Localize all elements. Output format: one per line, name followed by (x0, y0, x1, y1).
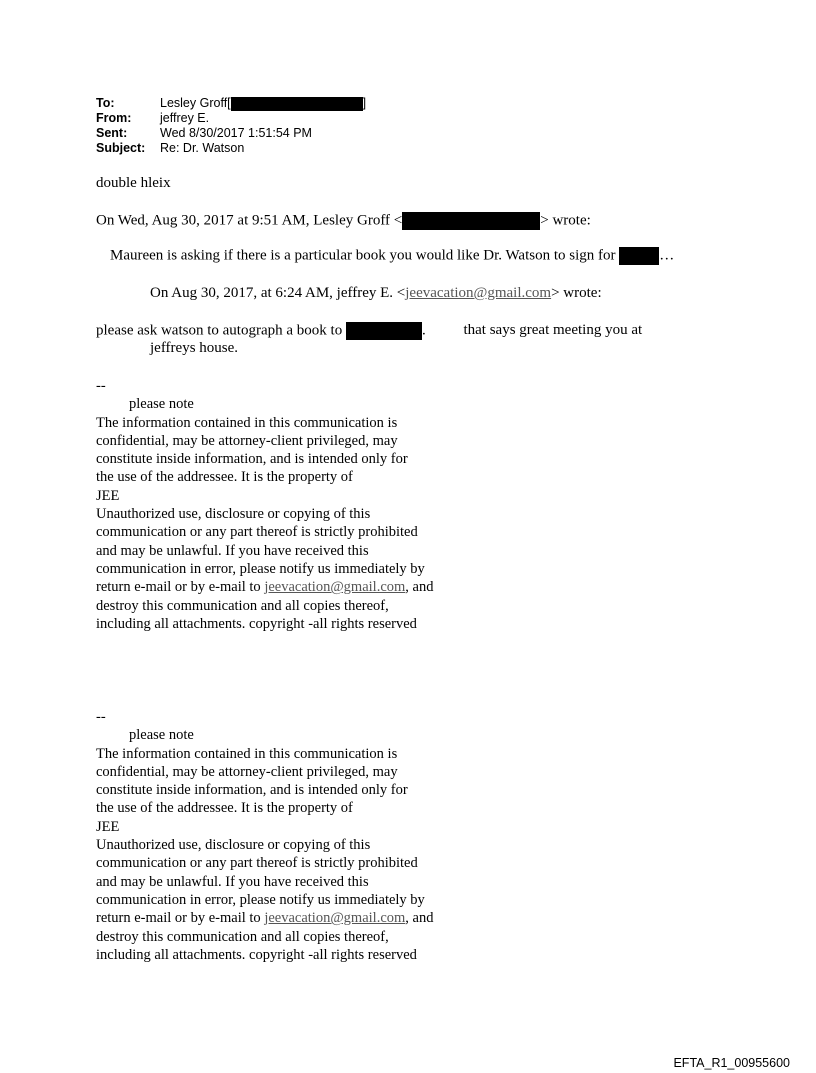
disclaimer-line: constitute inside information, and is intended only for (96, 451, 408, 468)
email-link[interactable]: jeevacation@gmail.com (264, 910, 406, 927)
disclaimer-block (96, 377, 433, 633)
disclaimer-line: The information contained in this communication is (96, 414, 398, 431)
disclaimer-line: and may be unlawful. If you have received this (96, 542, 369, 559)
redaction-box (231, 97, 363, 111)
redaction-box (346, 322, 422, 340)
to-label: To: (96, 96, 115, 110)
to-name: Lesley Groff[ (160, 96, 231, 110)
disclaimer-line (96, 909, 433, 927)
disclaimer-line: confidential, may be attorney-client privileged, may (96, 432, 398, 449)
disclaimer-line: destroy this communication and all copies thereof, (96, 597, 389, 614)
disclaimer-line: and may be unlawful. If you have received this (96, 873, 369, 890)
disclaimer-line: Unauthorized use, disclosure or copying of this (96, 837, 371, 854)
email-link[interactable]: jeevacation@gmail.com (264, 579, 406, 596)
disclaimer-line-prefix: return e-mail or by e-mail to (96, 910, 265, 927)
disclaimer-line: communication in error, please notify us immediately by (96, 560, 425, 577)
quote2-message (96, 322, 642, 340)
disclaimer-line: confidential, may be attorney-client privileged, may (96, 763, 398, 780)
quote2-message-mid: . (421, 322, 426, 339)
disclaimer-line: including all attachments. copyright -all rights reserved (96, 946, 417, 963)
disclaimer-line: including all attachments. copyright -all rights reserved (96, 615, 417, 632)
quote1-message-text: Maureen is asking if there is a particular book you would like Dr. Watson to sign for (110, 247, 616, 264)
quote1-ellipsis: … (659, 247, 675, 264)
disclaimer-block (96, 708, 433, 964)
please-note: please note (129, 727, 194, 744)
signature-separator: -- (96, 709, 106, 725)
disclaimer-line-suffix: , and (405, 579, 434, 596)
quote1-intro-prefix: On Wed, Aug 30, 2017 at 9:51 AM, Lesley Groff < (96, 212, 403, 229)
redaction-box (619, 247, 659, 265)
sent-value: Wed 8/30/2017 1:51:54 PM (160, 126, 312, 140)
from-value: jeffrey E. (160, 111, 210, 125)
disclaimer-line: destroy this communication and all copies thereof, (96, 928, 389, 945)
reply-text: double hleix (96, 175, 171, 191)
quote2-message-line2: jeffreys house. (150, 340, 239, 356)
quote1-intro (96, 212, 591, 230)
quote1-message (110, 247, 674, 265)
disclaimer-line: JEE (96, 487, 120, 504)
quote2-intro (150, 285, 602, 302)
email-link[interactable]: jeevacation@gmail.com (405, 285, 552, 301)
sent-label: Sent: (96, 126, 128, 140)
bates-number: EFTA_R1_00955600 (673, 1056, 790, 1070)
subject-label: Subject: (96, 141, 146, 155)
disclaimer-line: The information contained in this communication is (96, 745, 398, 762)
please-note: please note (129, 396, 194, 413)
disclaimer-line (96, 578, 433, 596)
quote1-intro-suffix: > wrote: (540, 212, 591, 229)
disclaimer-line: Unauthorized use, disclosure or copying of this (96, 506, 371, 523)
disclaimer-line-prefix: return e-mail or by e-mail to (96, 579, 265, 596)
disclaimer-line: the use of the addressee. It is the property of (96, 800, 353, 817)
quote2-message-suffix: that says great meeting you at (463, 322, 643, 339)
disclaimer-line: communication or any part thereof is strictly prohibited (96, 524, 418, 541)
disclaimer-line-suffix: , and (405, 910, 434, 927)
quote2-message-text: please ask watson to autograph a book to (96, 322, 343, 339)
disclaimer-line: communication or any part thereof is strictly prohibited (96, 855, 418, 872)
subject-value: Re: Dr. Watson (160, 141, 245, 155)
disclaimer-line: constitute inside information, and is intended only for (96, 782, 408, 799)
email-header (96, 96, 496, 158)
signature-separator: -- (96, 378, 106, 394)
quote2-intro-suffix: > wrote: (551, 285, 602, 301)
to-suffix: ] (362, 96, 367, 110)
disclaimer-line: communication in error, please notify us immediately by (96, 891, 425, 908)
disclaimer-line: JEE (96, 818, 120, 835)
to-value (160, 96, 366, 111)
quote2-intro-prefix: On Aug 30, 2017, at 6:24 AM, jeffrey E. < (150, 285, 406, 301)
redaction-box (402, 212, 540, 230)
from-label: From: (96, 111, 132, 125)
disclaimer-line: the use of the addressee. It is the property of (96, 469, 353, 486)
